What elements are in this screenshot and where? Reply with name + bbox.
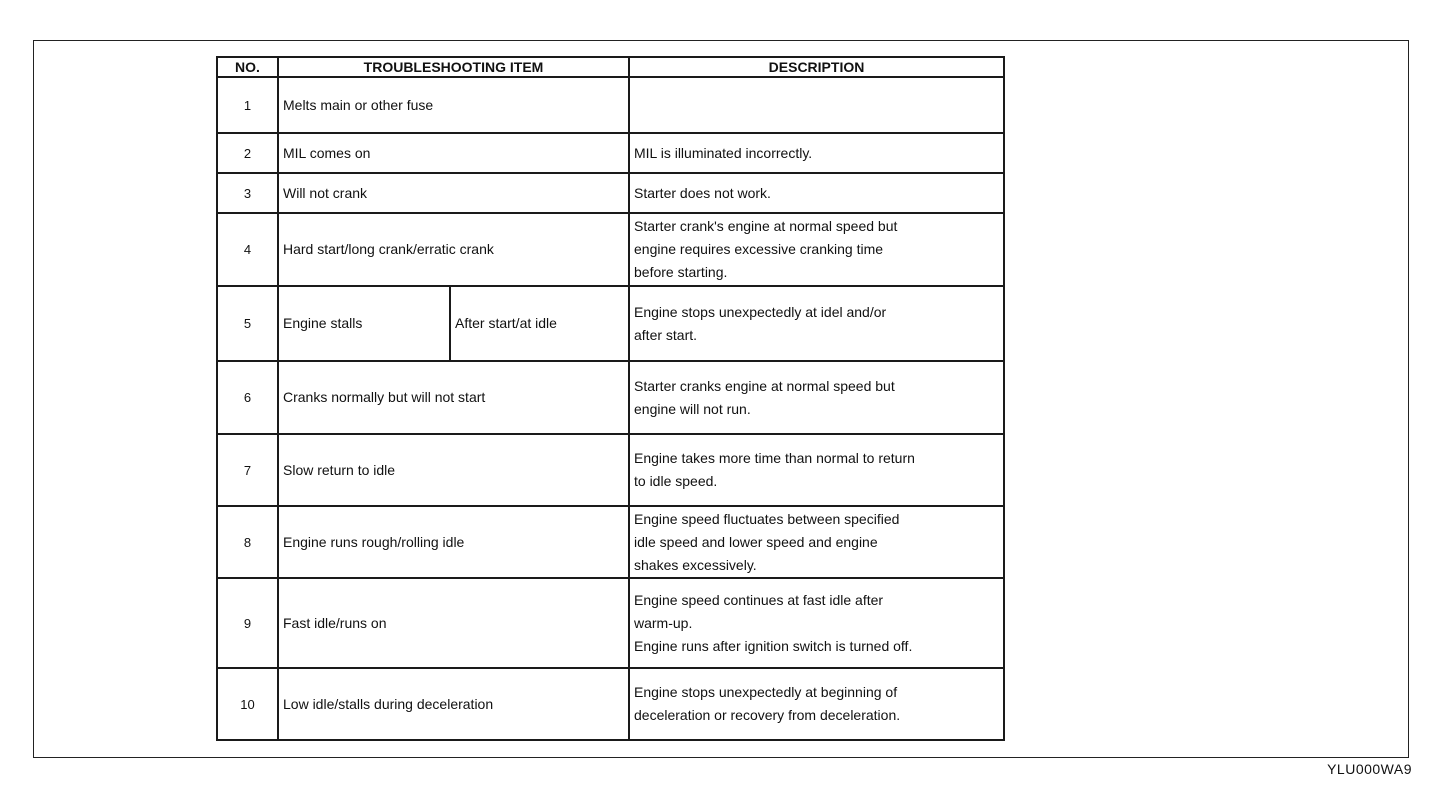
row-item-main: Engine stalls — [279, 287, 451, 360]
table-row — [217, 506, 1004, 578]
table-header-row — [217, 57, 1004, 77]
row-item: Will not crank — [278, 173, 629, 213]
description-line: engine will not run. — [634, 400, 751, 417]
row-number: 3 — [217, 173, 278, 213]
description-line: Engine stops unexpectedly at beginning of — [634, 684, 898, 700]
row-number: 5 — [217, 286, 278, 361]
row-number: 6 — [217, 361, 278, 434]
row-description — [629, 578, 1004, 668]
figure-code: YLU000WA9 — [1327, 761, 1412, 777]
row-description — [629, 434, 1004, 506]
description-line: Engine speed continues at fast idle after — [634, 591, 884, 608]
row-description — [629, 77, 1004, 133]
row-item: Engine runs rough/rolling idle — [278, 506, 629, 578]
table-row — [217, 286, 1004, 361]
description-line: Engine takes more time than normal to return — [634, 450, 915, 466]
row-description — [629, 133, 1004, 173]
row-description — [629, 213, 1004, 286]
description-line: after start. — [634, 326, 698, 343]
description-line: Starter does not work. — [634, 184, 771, 201]
description-line: Starter crank's engine at normal speed but — [634, 218, 898, 234]
description-line: shakes excessively. — [634, 556, 757, 573]
troubleshooting-table — [216, 56, 1005, 741]
row-number: 2 — [217, 133, 278, 173]
description-line: Engine stops unexpectedly at idel and/or — [634, 303, 887, 320]
row-description — [629, 286, 1004, 361]
description-line: Starter cranks engine at normal speed but — [634, 377, 895, 394]
row-item: MIL comes on — [278, 133, 629, 173]
row-item-sub: After start/at idle — [455, 315, 557, 331]
header-troubleshooting-item: TROUBLESHOOTING ITEM — [278, 57, 629, 77]
description-line: MIL is illuminated incorrectly. — [634, 144, 813, 161]
row-number: 10 — [217, 668, 278, 740]
table-row — [217, 133, 1004, 173]
header-description: DESCRIPTION — [629, 57, 1004, 77]
row-description — [629, 506, 1004, 578]
row-item: Fast idle/runs on — [278, 578, 629, 668]
row-description — [629, 668, 1004, 740]
description-line: Engine speed fluctuates between specified — [634, 510, 900, 527]
table-row — [217, 213, 1004, 286]
description-line: engine requires excessive cranking time — [634, 241, 884, 257]
row-description — [629, 173, 1004, 213]
table-row — [217, 668, 1004, 740]
row-number: 7 — [217, 434, 278, 506]
row-number: 8 — [217, 506, 278, 578]
row-number: 1 — [217, 77, 278, 133]
header-no: NO. — [217, 57, 278, 77]
row-item: Hard start/long crank/erratic crank — [278, 213, 629, 286]
description-line: to idle speed. — [634, 473, 718, 489]
table-row — [217, 173, 1004, 213]
table-row — [217, 578, 1004, 668]
description-line: Engine runs after ignition switch is turned off. — [634, 637, 913, 654]
row-item: Melts main or other fuse — [278, 77, 629, 133]
table-row — [217, 361, 1004, 434]
row-number: 4 — [217, 213, 278, 286]
description-line: idle speed and lower speed and engine — [634, 533, 878, 550]
row-item — [278, 286, 629, 361]
row-description — [629, 361, 1004, 434]
row-item: Cranks normally but will not start — [278, 361, 629, 434]
row-item: Slow return to idle — [278, 434, 629, 506]
table-row — [217, 77, 1004, 133]
description-line: before starting. — [634, 264, 728, 280]
row-item: Low idle/stalls during deceleration — [278, 668, 629, 740]
description-line: warm-up. — [634, 614, 693, 631]
table-row — [217, 434, 1004, 506]
description-line: deceleration or recovery from deceleration. — [634, 707, 901, 723]
row-number: 9 — [217, 578, 278, 668]
